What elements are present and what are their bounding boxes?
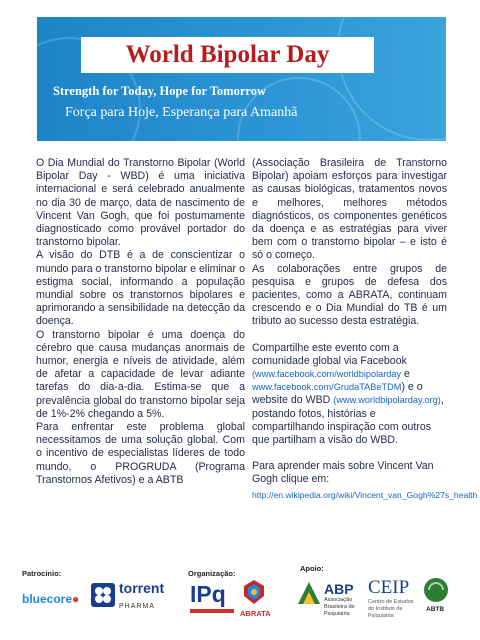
paragraph-abtb: (Associação Brasileira de Transtorno Bipolar) apoiam esforços para investigar as causas biológicas, tratamentos novos e melhores, melhores métodos diagnósticos, os componentes genéticos da doença e as estratégias para viver bem com o transtorno bipolar – e isto é só o começo. [252,157,447,262]
torrent-mark-icon [91,583,115,607]
ceip-logo: CEIP Centro de Estudos do Instituto de Psiquiatria [368,577,414,619]
tagline-english: Strength for Today, Hope for Tomorrow [53,84,266,98]
abtb-emblem-icon [423,577,449,603]
paragraph-global: Para enfrentar este problema global necessitamos de uma solução global. Com o incentivo de especialistas líderes de todo mundo, o PROGRUDA (Programa Transtornos Afetivos) e a ABTB [36,421,245,486]
abp-logo: ABP Associação Brasileira de Psiquiatria [324,581,355,617]
torrent-cross-icon [91,583,115,607]
bluecore-dot-icon: ● [72,592,80,606]
sponsor-label: Patrocínio: [22,569,62,578]
abp-emblem-icon [296,578,322,606]
bluecore-logo: bluecore● [22,592,80,606]
ipq-logo: IPq [190,581,234,617]
facebook-link-worldbipolarday[interactable]: (www.facebook.com/worldbipolarday [252,369,402,380]
learn-text: Para aprender mais sobre Vincent Van Gogh clique em: [252,460,434,486]
page-title: World Bipolar Day [81,37,374,73]
wikipedia-link[interactable]: http://en.wikipedia.org/wiki/Vincent_van_Gogh%27s_health [252,489,478,500]
spacer [252,447,447,460]
share-text: e [401,368,410,381]
paragraph-learn-more [252,460,478,502]
facebook-link-grudatabetdm[interactable]: www.facebook.com/GrudaTABeTDM [252,382,402,393]
torrent-logo: torrent PHARMA [119,580,165,610]
website-link-wbd[interactable]: (www.worldbipolarday.org) [333,395,441,406]
share-text: , postando fotos, histórias e compartilhando inspiração com outros que partilham a visão do WBD. [252,394,444,447]
paragraph-collaboration: As colaborações entre grupos de pesquisa e grupos de defesa dos pacientes, como a ABRATA, continuam crescendo e o Dia Mundial do TB é um tributo ao sucesso desta estratégia. [252,262,447,328]
share-text: Compartilhe este evento com a comunidade global via Facebook [252,341,407,367]
share-text: ) e o website do WBD [252,381,423,407]
organization-label: Organização: [188,569,236,578]
tagline-portuguese: Força para Hoje, Esperança para Amanhã [65,105,298,120]
ipq-underline [190,609,234,613]
header-banner [37,17,446,141]
abrata-emblem-icon [240,578,268,606]
paragraph-disorder: O transtorno bipolar é uma doença do cérebro que causa mudanças anormais de humor, energia e níveis de atividade, além de afetar a capacidade de levar adiante tarefas do dia-a-dia. Estima-se que a prevalência global do transtorno bipolar seja de 1%-2% chegando a 5%. [36,328,245,420]
right-column [252,157,478,502]
abrata-logo-text: ABRATA [240,609,271,618]
abtb-logo-text: ABTB [426,606,445,613]
paragraph-intro: O Dia Mundial do Transtorno Bipolar (World Bipolar Day - WBD) é uma iniciativa internacional e será celebrado anualmente no dia 30 de março, data de nascimento de Vincent Van Gogh, que foi postumamente diagnosticado como provável portador do transtorno bipolar. [36,157,245,249]
paragraph-share [252,342,447,448]
left-column [36,157,245,487]
paragraph-vision: A visão do DTB é a de conscientizar o mundo para o transtorno bipolar e eliminar o estigma social, informando a população mundial sobre os transtornos bipolares e aprimorando a sensibilidade na detecção da doença. [36,249,245,328]
spacer [252,329,447,342]
support-label: Apoio: [300,564,324,573]
